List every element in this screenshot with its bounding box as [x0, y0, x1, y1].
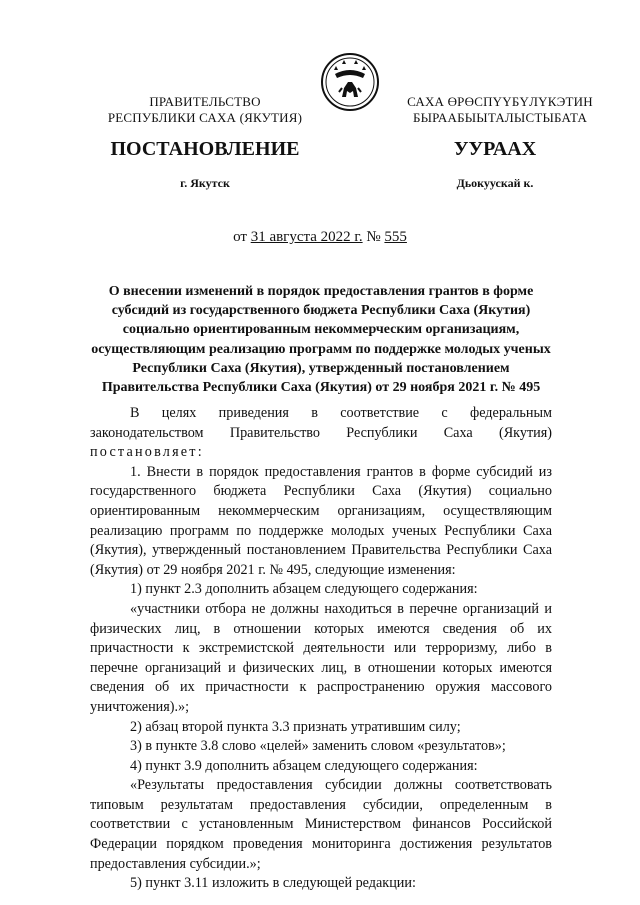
- intro-text: В целях приведения в соответствие с федеральным законодательством Правительство Республики Саха (Якутия): [90, 405, 552, 441]
- government-sakha-line-2: БЫРААБЫЫТАЛЫСТЫБАТА: [412, 110, 588, 125]
- document-date: 31 августа 2022 г.: [250, 229, 363, 245]
- government-line-2: РЕСПУБЛИКИ САХА (ЯКУТИЯ): [107, 110, 303, 125]
- doc-type-sakha: УУРААХ: [453, 138, 537, 160]
- intro-paragraph: [90, 404, 552, 463]
- city-sakha: Дьокуускай к.: [456, 176, 534, 190]
- date-prefix: от: [233, 229, 247, 245]
- date-line: [0, 228, 640, 246]
- paragraph-8: 5) пункт 3.11 изложить в следующей редакции:: [130, 875, 416, 892]
- document-title: О внесении изменений в порядок предоставления грантов в форме субсидий из государственного бюджета Республики Саха (Якутия) социально ориентированным некоммерческим организациям, осуществляющим реализацию программ по поддержке молодых ученых Республики Саха (Якутия), утвержденный постановлением Правительства Республики Саха (Якутия) от 29 ноября 2021 г. № 495: [91, 284, 551, 396]
- paragraph-6: 4) пункт 3.9 дополнить абзацем следующего содержания:: [130, 757, 478, 774]
- government-name-ru: [95, 94, 315, 126]
- number-sign: №: [366, 229, 381, 245]
- government-name-sakha: [385, 94, 615, 126]
- government-sakha-line-1: САХА ӨРӨСПҮҮБҮЛҮКЭТИН: [407, 94, 593, 109]
- paragraph-2: 1) пункт 2.3 дополнить абзацем следующего содержания:: [130, 581, 478, 598]
- paragraph-4: 2) абзац второй пункта 3.3 признать утратившим силу;: [130, 718, 461, 735]
- document-number: 555: [384, 229, 407, 245]
- resolves-word: постановляет:: [90, 444, 204, 461]
- paragraph-7: «Результаты предоставления субсидии должны соответствовать типовым результатам предоставления субсидии, определенным в соответствии с установленным Министерством финансов Российской Федерации порядком проведения мониторинга достижения результатов предоставления субсидии.»;: [90, 777, 552, 872]
- document-body: [90, 404, 552, 894]
- paragraph-5: 3) в пункте 3.8 слово «целей» заменить словом «результатов»;: [130, 738, 506, 755]
- paragraph-1: 1. Внести в порядок предоставления грантов в форме субсидий из государственного бюджета Республики Саха (Якутия) социально ориентированным некоммерческим организациям, осуществляющим реализацию программ по поддержке молодых ученых Республики Саха (Якутия), утвержденный постановлением Правительства Республики Саха (Якутия) от 29 ноября 2021 г. № 495, следующие изменения:: [90, 463, 552, 578]
- paragraph-3: «участники отбора не должны находиться в перечне организаций и физических лиц, в отношении которых имеются сведения об их причастности к экстремистской деятельности или терроризму, либо в перечне организаций и физических лиц, в отношении которых имеются сведения об их причастности к распространению оружия массового уничтожения).»;: [90, 600, 552, 715]
- government-line-1: ПРАВИТЕЛЬСТВО: [149, 94, 261, 109]
- doc-type-ru: ПОСТАНОВЛЕНИЕ: [110, 138, 300, 160]
- city-ru: г. Якутск: [180, 176, 230, 190]
- coat-of-arms-emblem: [320, 52, 380, 112]
